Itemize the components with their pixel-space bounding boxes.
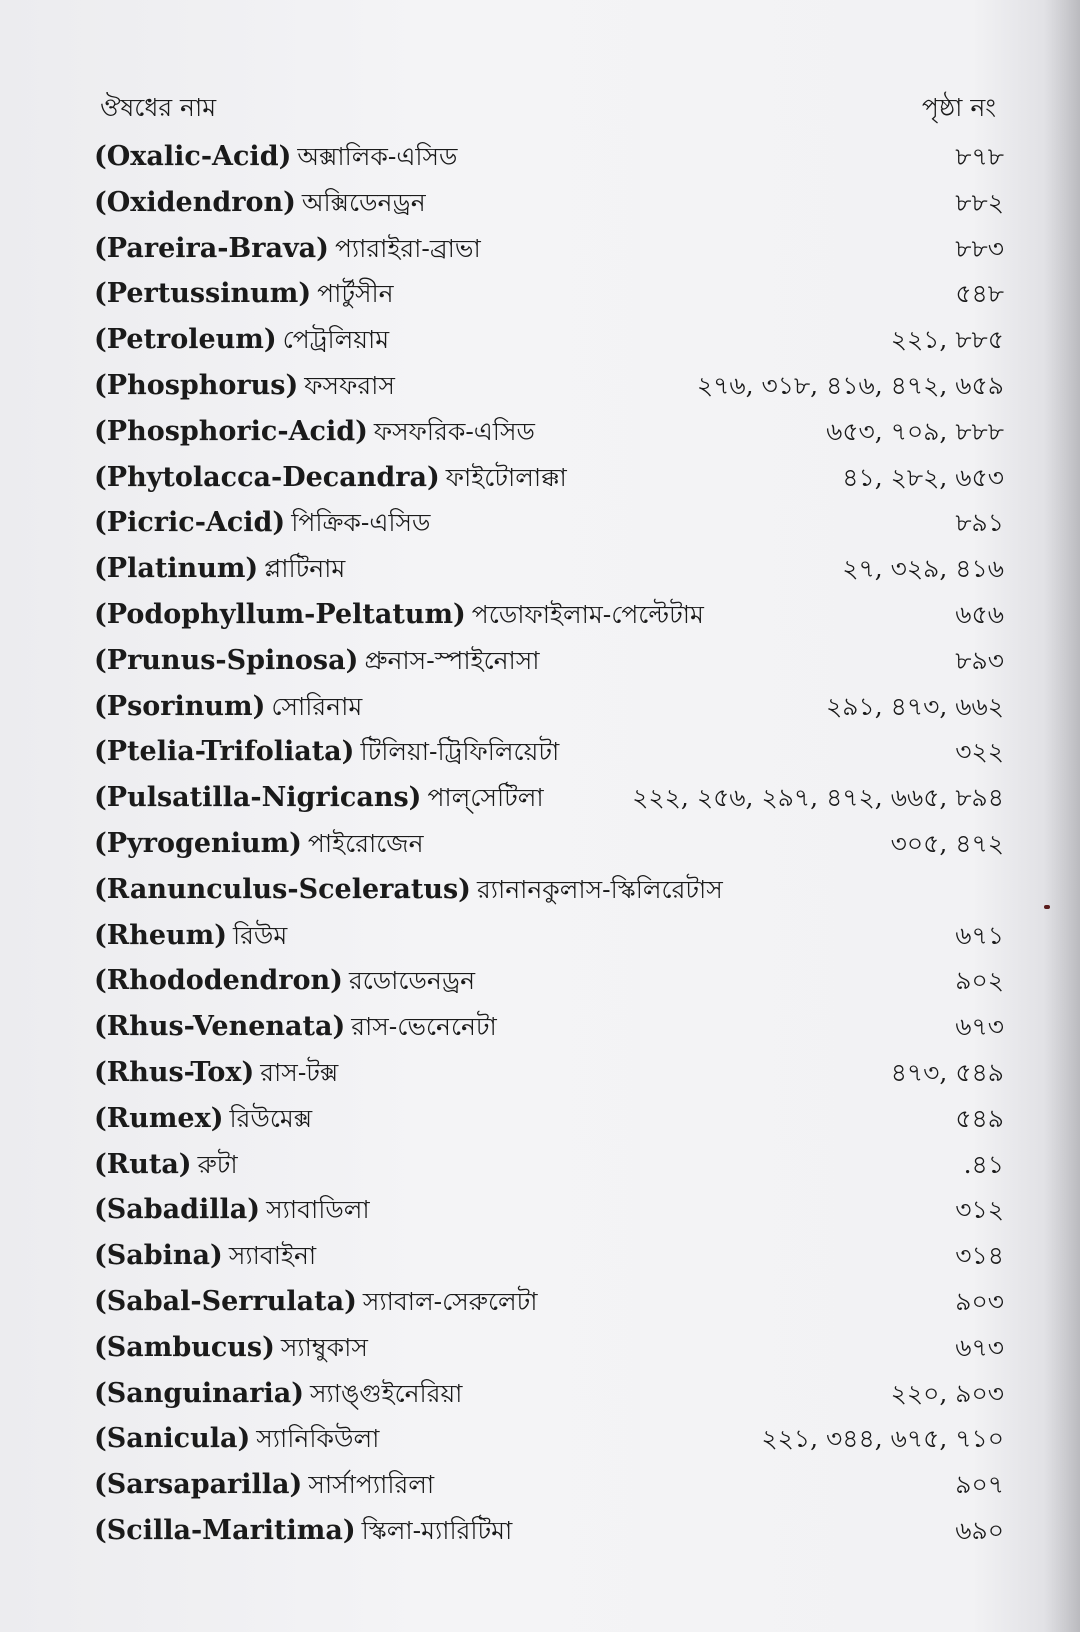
entry-name — [94, 409, 535, 456]
page-numbers: ২৭৬, ৩১৮, ৪১৬, ৪৭২, ৬৫৯ — [696, 370, 1004, 400]
bengali-name: পাইরোজেন — [307, 828, 424, 858]
index-entry — [94, 1187, 1004, 1233]
index-entry — [94, 1325, 1004, 1371]
latin-name: (Rumex) — [94, 1102, 224, 1134]
latin-name: (Rhus-Tox) — [94, 1056, 255, 1088]
entry-name — [94, 821, 424, 868]
entry-name — [94, 684, 362, 731]
page-numbers: ৩২২ — [955, 737, 1004, 767]
entry-name — [94, 317, 389, 364]
index-entry — [94, 363, 1004, 409]
bengali-name: পিক্রিক-এসিড — [291, 508, 431, 538]
entry-name — [94, 500, 430, 547]
bengali-name: স্যাবাইনা — [228, 1241, 317, 1271]
entry-name — [94, 226, 481, 273]
index-entry — [94, 1279, 1004, 1325]
page-numbers: ৮৭৮ — [955, 142, 1004, 171]
bengali-name: রিউমেক্স — [229, 1103, 313, 1133]
entry-name — [94, 271, 394, 318]
page-numbers: ৫৪৯ — [955, 1103, 1004, 1133]
entry-name — [94, 1279, 538, 1326]
latin-name: (Ranunculus-Sceleratus) — [94, 873, 471, 905]
medicine-index-list — [94, 134, 1004, 1554]
page-numbers: ৪১, ২৮২, ৬৫৩ — [842, 462, 1004, 492]
latin-name: (Podophyllum-Peltatum) — [94, 598, 466, 630]
bengali-name: সোরিনাম — [271, 691, 363, 721]
latin-name: (Sarsaparilla) — [94, 1469, 303, 1501]
entry-name — [94, 1416, 379, 1463]
bengali-name: অক্সালিক-এসিড — [297, 142, 458, 171]
latin-name: (Prunus-Spinosa) — [94, 644, 359, 676]
index-entry — [94, 134, 1004, 180]
page-numbers: ৬৭৩ — [955, 1012, 1004, 1042]
index-entry — [94, 867, 1004, 913]
index-entry — [94, 271, 1004, 317]
index-entry — [94, 1416, 1004, 1462]
latin-name: (Scilla-Maritima) — [94, 1514, 356, 1546]
entry-name — [94, 180, 426, 227]
bengali-name: প্লাটিনাম — [264, 554, 346, 584]
page-numbers: ৮৯১ — [955, 508, 1004, 538]
page-numbers: ৯০৭ — [955, 1470, 1004, 1500]
entry-name — [94, 134, 457, 181]
entry-name — [94, 455, 567, 502]
bengali-name: পাল্‌সেটিলা — [427, 783, 544, 813]
latin-name: (Pareira-Brava) — [94, 232, 329, 264]
page-numbers: ৩১২ — [955, 1195, 1004, 1225]
bengali-name: পার্টুসীন — [317, 279, 394, 309]
bengali-name: প্রুনাস-স্পাইনোসা — [364, 645, 540, 675]
entry-name — [94, 592, 704, 639]
page-numbers: ২২১, ৮৮৫ — [890, 325, 1004, 355]
entry-name — [94, 1371, 462, 1418]
latin-name: (Phosphorus) — [94, 369, 299, 401]
latin-name: (Sanicula) — [94, 1423, 251, 1455]
bengali-name: স্যাবাল-সেরুলেটা — [362, 1286, 538, 1316]
entry-name — [94, 729, 559, 776]
page-numbers: ৮৮২ — [955, 187, 1004, 217]
index-entry — [94, 1142, 1004, 1188]
index-entry — [94, 180, 1004, 226]
latin-name: (Picric-Acid) — [94, 507, 286, 539]
index-entry — [94, 1004, 1004, 1050]
bengali-name: স্যানিকিউলা — [256, 1424, 380, 1454]
latin-name: (Phosphoric-Acid) — [94, 415, 368, 447]
bengali-name: পডোফাইলাম-পেল্টেটাম — [471, 599, 704, 629]
page-numbers: ৮৯৩ — [955, 645, 1004, 675]
index-entry — [94, 775, 1004, 821]
index-entry — [94, 1233, 1004, 1279]
page-numbers: ২২০, ৯০৩ — [890, 1378, 1004, 1408]
index-entry — [94, 729, 1004, 775]
bengali-name: র‍্যানানকুলাস-স্কিলিরেটাস — [476, 874, 723, 904]
latin-name: (Oxalic-Acid) — [94, 141, 292, 172]
bengali-name: টিলিয়া-ট্রিফিলিয়েটা — [360, 737, 560, 767]
medicine-name-heading: ঔষধের নাম — [100, 93, 217, 122]
page-numbers: ৮৮৩ — [955, 233, 1004, 263]
latin-name: (Ruta) — [94, 1148, 192, 1180]
latin-name: (Petroleum) — [94, 324, 277, 356]
bengali-name: স্কিলা-ম্যারিটিমা — [361, 1515, 513, 1545]
index-entry — [94, 638, 1004, 684]
bengali-name: ফাইটোলাক্কা — [445, 462, 567, 492]
latin-name: (Pertussinum) — [94, 278, 312, 310]
latin-name: (Sanguinaria) — [94, 1377, 305, 1409]
latin-name: (Rhododendron) — [94, 965, 343, 997]
index-entry — [94, 1096, 1004, 1142]
page-numbers: ২৭, ৩২৯, ৪১৬ — [842, 554, 1004, 584]
latin-name: (Platinum) — [94, 553, 259, 585]
entry-name — [94, 958, 475, 1005]
index-entry — [94, 317, 1004, 363]
index-entry — [94, 1508, 1004, 1554]
index-entry — [94, 821, 1004, 867]
bengali-name: রুটা — [197, 1149, 238, 1179]
entry-name — [94, 1325, 368, 1372]
latin-name: (Psorinum) — [94, 690, 266, 722]
index-entry — [94, 409, 1004, 455]
bengali-name: প্যারাইরা-ব্রাভা — [334, 233, 481, 263]
latin-name: (Pulsatilla-Nigricans) — [94, 782, 422, 814]
page-numbers: ৩০৫, ৪৭২ — [890, 828, 1004, 858]
latin-name: (Rheum) — [94, 919, 227, 951]
bengali-name: সার্সাপ্যারিলা — [308, 1470, 435, 1500]
page-numbers: ৬৯০ — [955, 1515, 1004, 1545]
index-entry — [94, 455, 1004, 501]
bengali-name: স্যাঙ্গুইনেরিয়া — [310, 1378, 463, 1408]
page-numbers: ৬৫৩, ৭০৯, ৮৮৮ — [826, 416, 1004, 446]
page-numbers: ৬৭১ — [955, 920, 1004, 950]
ink-spot — [1044, 905, 1050, 909]
latin-name: (Ptelia-Trifoliata) — [94, 736, 355, 768]
index-entry — [94, 958, 1004, 1004]
entry-name — [94, 363, 395, 410]
index-entry — [94, 226, 1004, 272]
entry-name — [94, 638, 540, 685]
index-entry — [94, 592, 1004, 638]
entry-name — [94, 1187, 370, 1234]
latin-name: (Sambucus) — [94, 1331, 275, 1363]
latin-name: (Phytolacca-Decandra) — [94, 461, 440, 493]
bengali-name: রডোডেনড্রন — [348, 966, 476, 996]
entry-name — [94, 1508, 512, 1555]
entry-name — [94, 775, 544, 822]
latin-name: (Pyrogenium) — [94, 827, 302, 859]
index-entry — [94, 684, 1004, 730]
entry-name — [94, 1142, 238, 1189]
latin-name: (Sabina) — [94, 1240, 223, 1272]
index-entry — [94, 500, 1004, 546]
index-entry — [94, 1462, 1004, 1508]
bengali-name: রাস-ভেনেনেটা — [351, 1012, 497, 1042]
page-spine-shadow — [1044, 0, 1080, 1632]
page-numbers: ৪৭৩, ৫৪৯ — [890, 1057, 1004, 1087]
index-header — [100, 88, 1000, 132]
latin-name: (Oxidendron) — [94, 186, 296, 218]
bengali-name: রাস-টক্স — [260, 1057, 339, 1087]
bengali-name: ফসফরাস — [304, 370, 395, 400]
page-numbers: ২২১, ৩৪৪, ৬৭৫, ৭১০ — [761, 1424, 1004, 1454]
bengali-name: স্যাবাডিলা — [266, 1195, 370, 1225]
page-numbers: .৪১ — [963, 1149, 1004, 1179]
index-entry — [94, 1050, 1004, 1096]
page-numbers: ৩১৪ — [955, 1241, 1004, 1271]
bengali-name: অক্সিডেনড্রন — [301, 187, 426, 217]
latin-name: (Sabadilla) — [94, 1194, 261, 1226]
latin-name: (Sabal-Serrulata) — [94, 1285, 357, 1317]
page-number-heading: পৃষ্ঠা নং — [921, 93, 996, 122]
page-numbers: ৫৪৮ — [955, 279, 1004, 309]
bengali-name: ফসফরিক-এসিড — [373, 416, 535, 446]
index-entry — [94, 1371, 1004, 1417]
bengali-name: স্যাম্বুকাস — [280, 1332, 368, 1362]
index-entry — [94, 913, 1004, 959]
bengali-name: পেট্রলিয়াম — [282, 325, 390, 355]
page-numbers: ৬৫৬ — [955, 599, 1004, 629]
latin-name: (Rhus-Venenata) — [94, 1011, 346, 1043]
bengali-name: রিউম — [233, 920, 288, 950]
page-numbers: ৯০৩ — [955, 1286, 1004, 1316]
entry-name — [94, 546, 345, 593]
page-numbers: ৬৭৩ — [955, 1332, 1004, 1362]
page-numbers: ৯০২ — [955, 966, 1004, 996]
entry-name — [94, 1233, 316, 1280]
entry-name — [94, 913, 287, 960]
entry-name — [94, 1004, 497, 1051]
page-numbers: ২২২, ২৫৬, ২৯৭, ৪৭২, ৬৬৫, ৮৯৪ — [632, 783, 1004, 813]
index-entry — [94, 546, 1004, 592]
entry-name — [94, 867, 723, 914]
entry-name — [94, 1096, 312, 1143]
entry-name — [94, 1462, 434, 1509]
entry-name — [94, 1050, 338, 1097]
page-numbers: ২৯১, ৪৭৩, ৬৬২ — [826, 691, 1004, 721]
